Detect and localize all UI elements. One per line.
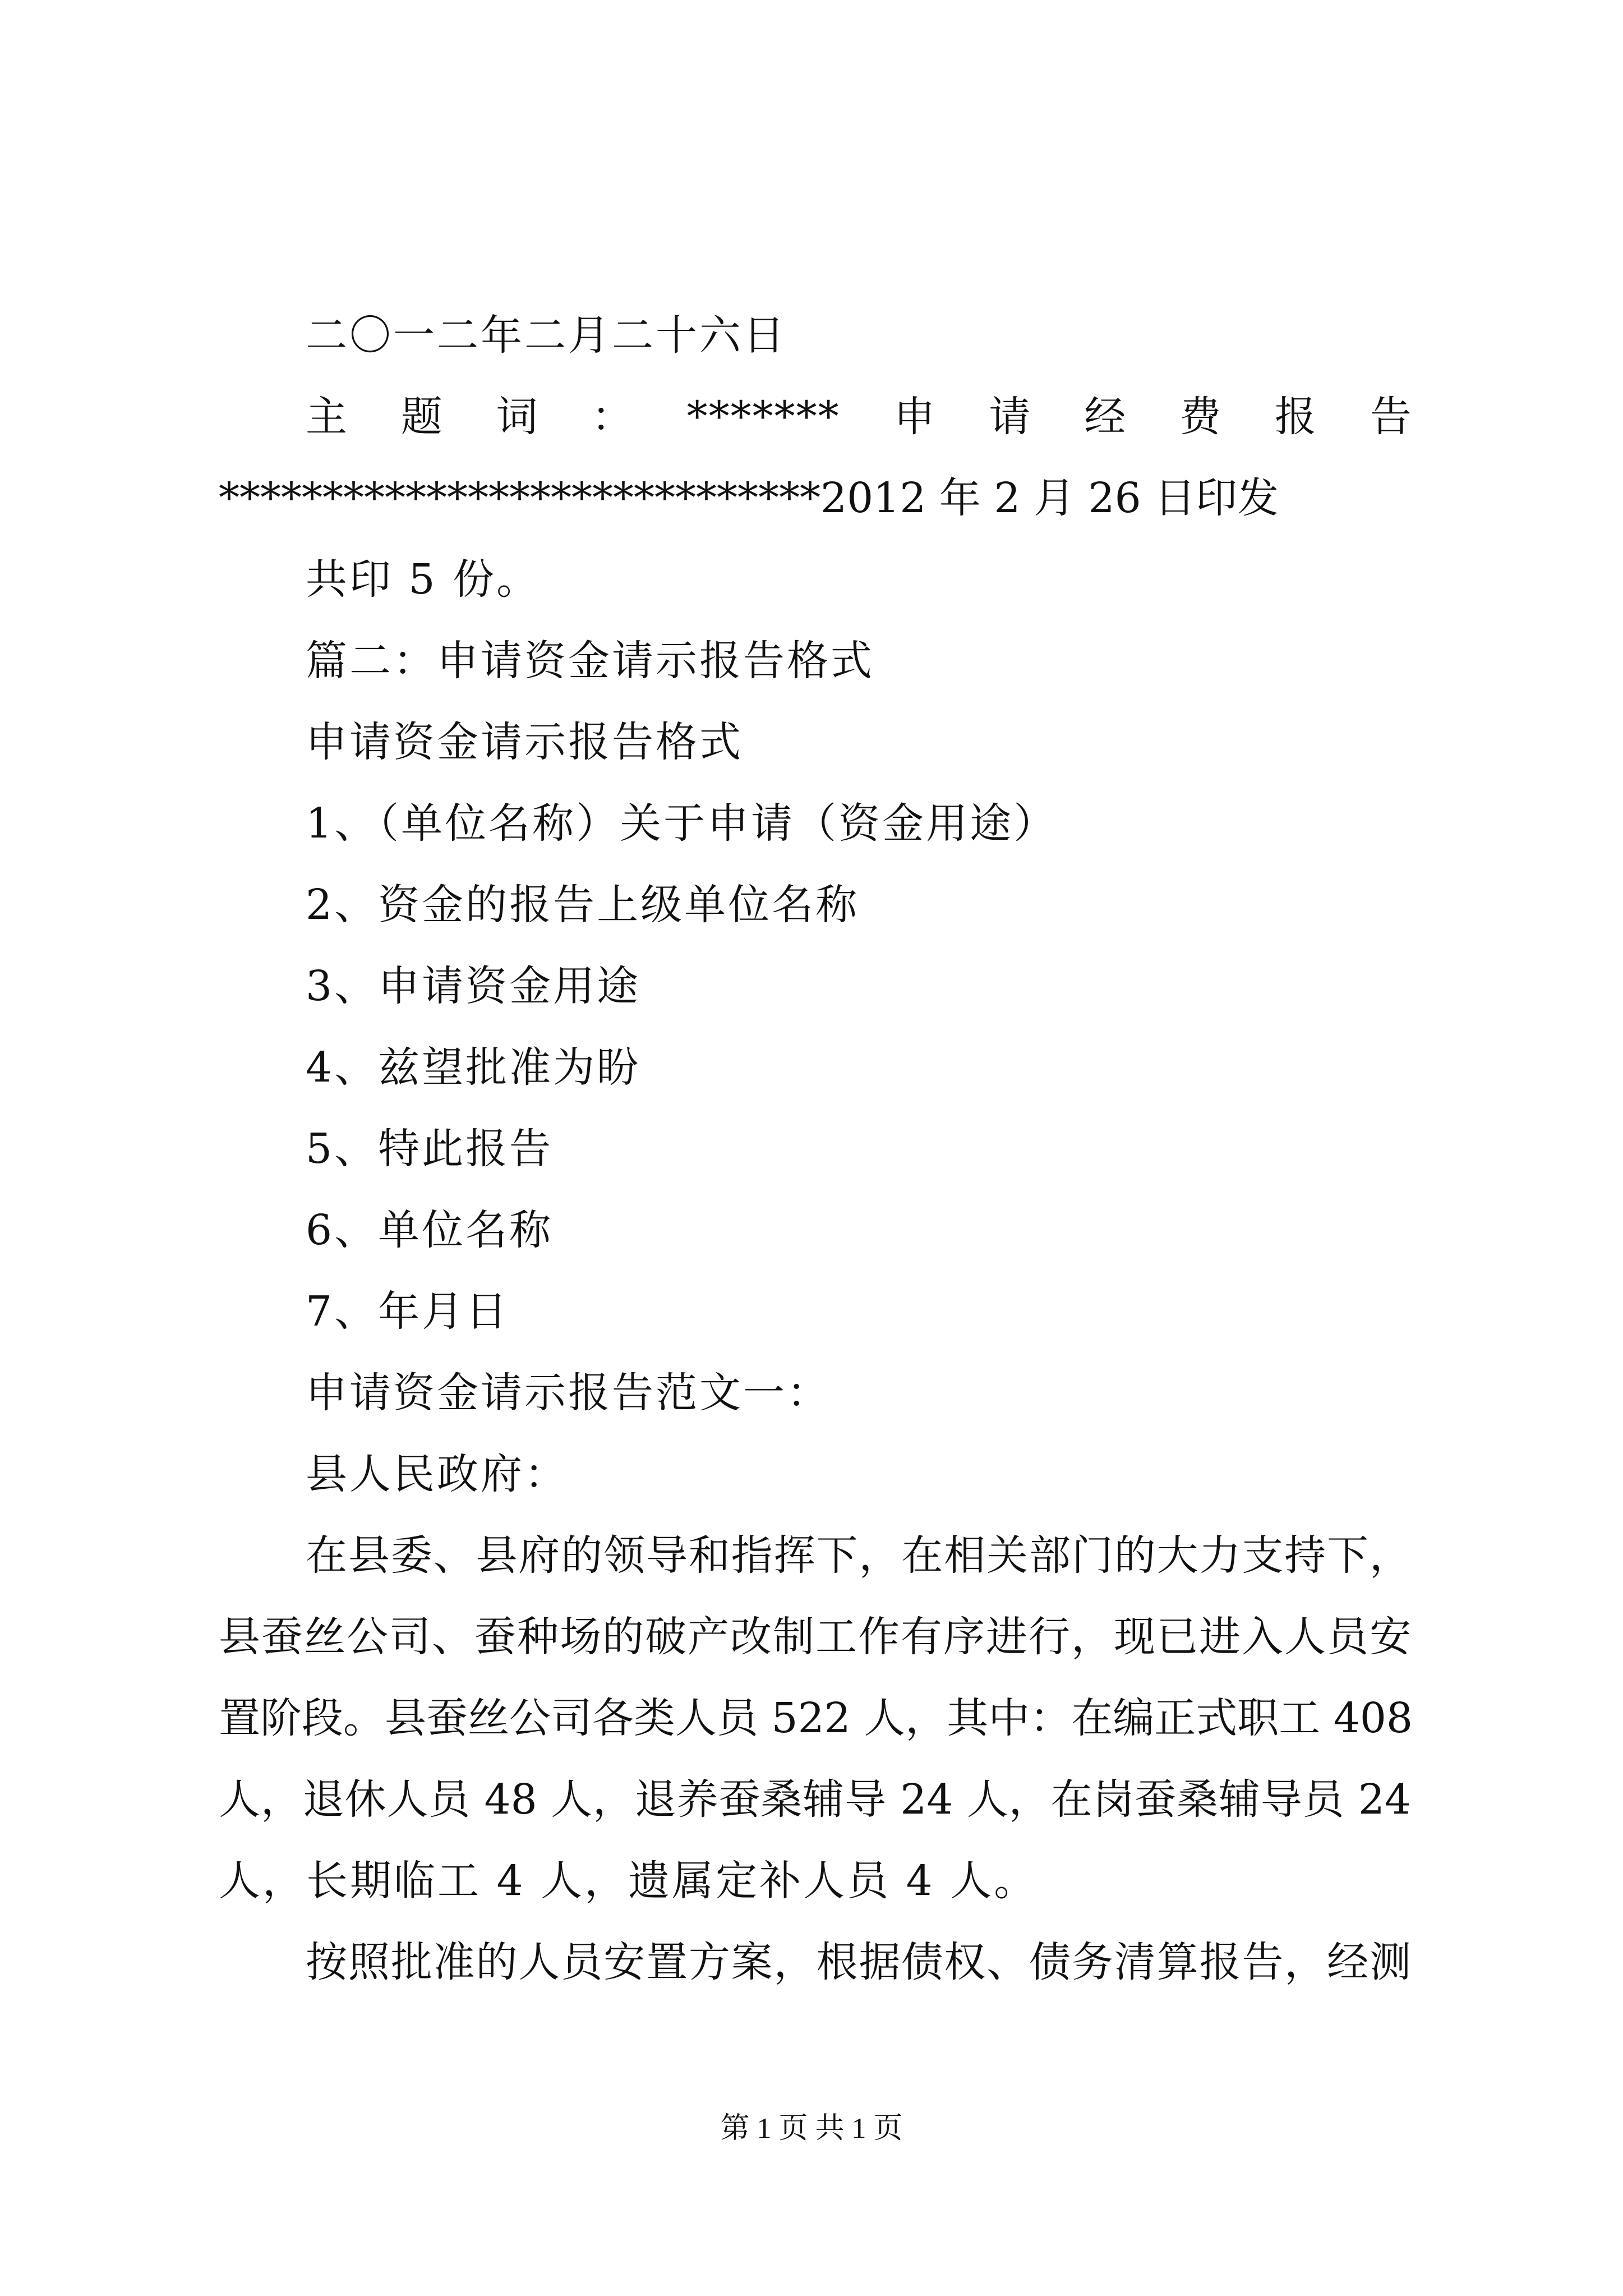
example-title: 申请资金请示报告范文一： xyxy=(306,1369,831,1417)
paragraph-line: 按照批准的人员安置方案，根据债权、债务清算报告，经测 xyxy=(306,1938,1411,1986)
format-title: 申请资金请示报告格式 xyxy=(306,718,743,766)
format-item: 6、单位名称 xyxy=(306,1206,554,1254)
subject-title-char: 请 xyxy=(989,393,1031,441)
subject-label-char: 题 xyxy=(400,393,442,441)
addressee: 县人民政府： xyxy=(306,1450,568,1498)
paragraph-line: 置阶段。县蚕丝公司各类人员 522 人，其中：在编正式职工 408 xyxy=(219,1694,1413,1742)
subject-title-char: 报 xyxy=(1275,393,1317,441)
paragraph-line: 人，长期临工 4 人，遗属定补人员 4 人。 xyxy=(219,1857,1038,1905)
subject-title-char: 经 xyxy=(1084,393,1126,441)
subject-label-char: ： xyxy=(591,393,633,441)
subject-title-char: 费 xyxy=(1179,393,1221,441)
paragraph-line: 在县委、县府的领导和指挥下，在相关部门的大力支持下， xyxy=(306,1531,1411,1580)
format-item: 1、（单位名称）关于申请（资金用途） xyxy=(306,799,1058,848)
subject-stars: ******* xyxy=(686,393,840,441)
paragraph-line: 人，退休人员 48 人，退养蚕桑辅导 24 人，在岗蚕桑辅导员 24 xyxy=(219,1775,1411,1824)
issue-line: *****************************2012 年 2 月 26 日印发 xyxy=(219,474,1279,522)
format-item: 2、资金的报告上级单位名称 xyxy=(306,881,860,929)
subject-line xyxy=(306,389,1412,445)
paragraph-line: 县蚕丝公司、蚕种场的破产改制工作有序进行，现已进入人员安 xyxy=(219,1613,1411,1661)
copies-line: 共印 5 份。 xyxy=(306,555,541,604)
date-line: 二〇一二年二月二十六日 xyxy=(306,311,787,360)
format-item: 4、兹望批准为盼 xyxy=(306,1043,641,1092)
format-item: 5、特此报告 xyxy=(306,1125,554,1173)
page-footer: 第 1 页 共 1 页 xyxy=(720,2113,903,2145)
subject-label-char: 主 xyxy=(306,393,347,441)
format-item: 7、年月日 xyxy=(306,1287,510,1336)
section-title: 篇二：申请资金请示报告格式 xyxy=(306,637,874,685)
subject-label-char: 词 xyxy=(496,393,538,441)
subject-title-char: 告 xyxy=(1370,393,1412,441)
format-item: 3、申请资金用途 xyxy=(306,962,641,1010)
subject-title-char: 申 xyxy=(893,393,935,441)
